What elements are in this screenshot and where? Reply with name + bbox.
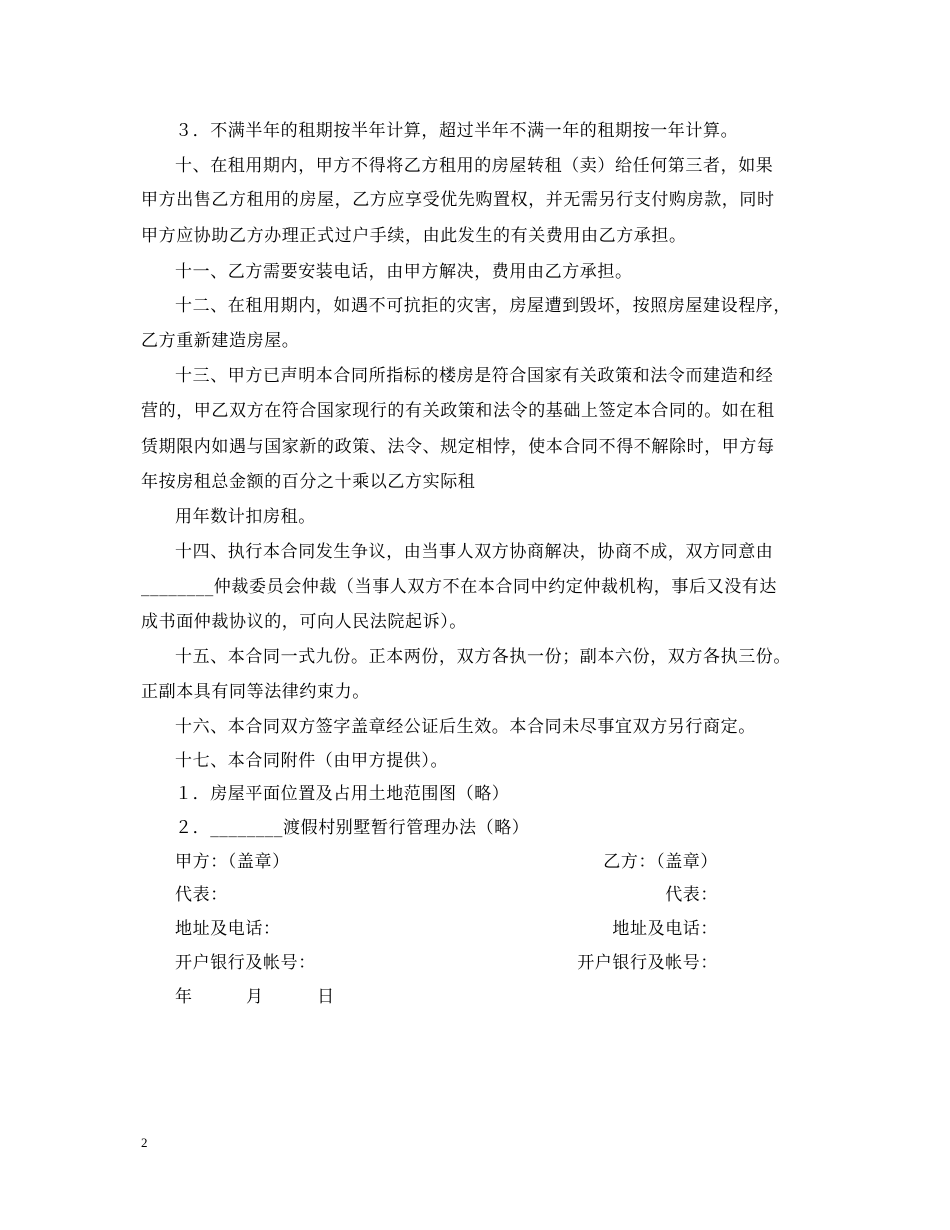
clause-paragraph: 十一、乙方需要安装电话，由甲方解决，费用由乙方承担。 <box>175 262 633 282</box>
clause-paragraph: 十四、执行本合同发生争议，由当事人双方协商解决，协商不成，双方同意由 <box>175 542 774 562</box>
clause-paragraph: 成书面仲裁协议的，可向人民法院起诉）。 <box>141 612 467 632</box>
clause-paragraph: 十六、本合同双方签字盖章经公证后生效。本合同未尽事宜双方另行商定。 <box>175 717 756 737</box>
clause-paragraph: 用年数计扣房租。 <box>175 507 316 527</box>
clause-paragraph: 营的，甲乙双方在符合国家现行的有关政策和法令的基础上签定本合同的。如在租 <box>141 401 775 421</box>
party-a-bank: 开户银行及帐号： <box>175 953 316 973</box>
page-number: 2 <box>141 1135 148 1150</box>
clause-paragraph: 正副本具有同等法律约束力。 <box>141 682 370 702</box>
party-a-address: 地址及电话： <box>175 919 281 939</box>
clause-paragraph: 十二、在租用期内，如遇不可抗拒的灾害，房屋遭到毁坏，按照房屋建设程序， <box>175 296 791 316</box>
party-a-representative: 代表： <box>175 885 228 905</box>
party-b-bank: 开户银行及帐号： <box>577 953 718 973</box>
clause-paragraph: 十、在租用期内，甲方不得将乙方租用的房屋转租（卖）给任何第三者，如果 <box>175 156 774 176</box>
signing-date: 年 月 日 <box>175 987 335 1007</box>
party-b-seal: 乙方：（盖章） <box>603 852 718 872</box>
clause-paragraph: 乙方重新建造房屋。 <box>141 331 300 351</box>
attachment-item: １．房屋平面位置及占用土地范围图（略） <box>175 784 510 804</box>
clause-paragraph: 甲方出售乙方租用的房屋，乙方应享受优先购置权，并无需另行支付购房款，同时 <box>141 190 775 210</box>
clause-paragraph: ３．不满半年的租期按半年计算，超过半年不满一年的租期按一年计算。 <box>175 121 739 141</box>
clause-paragraph: 甲方应协助乙方办理正式过户手续，由此发生的有关费用由乙方承担。 <box>141 226 687 246</box>
clause-paragraph: 十三、甲方已声明本合同所指标的楼房是符合国家有关政策和法令而建造和经 <box>175 366 774 386</box>
clause-paragraph: 十五、本合同一式九份。正本两份，双方各执一份；副本六份，双方各执三份。 <box>175 647 791 667</box>
party-a-seal: 甲方：（盖章） <box>175 852 290 872</box>
clause-paragraph: 年按房租总金额的百分之十乘以乙方实际租 <box>141 472 476 492</box>
clause-paragraph: 赁期限内如遇与国家新的政策、法令、规定相悖，使本合同不得不解除时，甲方每 <box>141 437 775 457</box>
clause-paragraph: ________仲裁委员会仲裁（当事人双方不在本合同中约定仲裁机构，事后又没有达 <box>141 577 777 597</box>
party-b-address: 地址及电话： <box>612 919 718 939</box>
attachment-item: ２．________渡假村别墅暂行管理办法（略） <box>175 818 530 838</box>
party-b-representative: 代表： <box>665 885 718 905</box>
clause-paragraph: 十七、本合同附件（由甲方提供）。 <box>175 751 449 771</box>
